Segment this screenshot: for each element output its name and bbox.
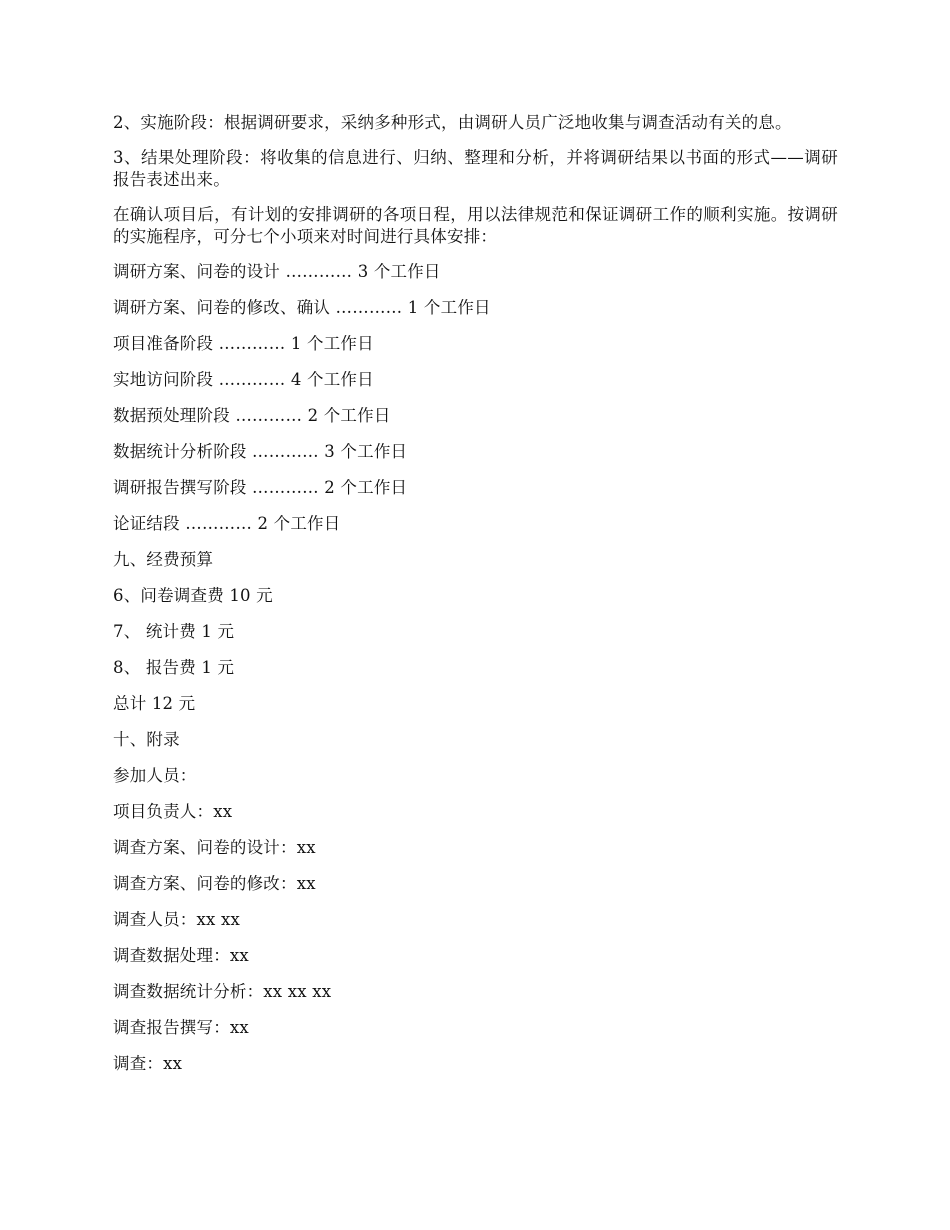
budget-section: [113, 549, 838, 729]
appendix-item: 参加人员：: [113, 766, 197, 785]
schedule-item: 调研方案、问卷的设计 ………… 3 个工作日: [113, 262, 441, 281]
schedule-item: 数据预处理阶段 ………… 2 个工作日: [113, 406, 391, 425]
appendix-item: 调查人员：xx xx: [113, 910, 240, 929]
appendix-item: 项目负责人：xx: [113, 802, 233, 821]
appendix-item: 调查方案、问卷的修改：xx: [113, 874, 316, 893]
appendix-heading: 十、附录: [113, 730, 180, 749]
schedule-item: 实地访问阶段 ………… 4 个工作日: [113, 370, 374, 389]
schedule-list: [113, 261, 838, 549]
schedule-item: 调研报告撰写阶段 ………… 2 个工作日: [113, 478, 408, 497]
schedule-item: 项目准备阶段 ………… 1 个工作日: [113, 334, 374, 353]
appendix-item: 调查：xx: [113, 1054, 183, 1073]
budget-item: 7、 统计费 1 元: [113, 622, 235, 641]
schedule-item: 数据统计分析阶段 ………… 3 个工作日: [113, 442, 408, 461]
schedule-item: 论证结段 ………… 2 个工作日: [113, 514, 341, 533]
budget-item: 6、问卷调查费 10 元: [113, 586, 273, 605]
appendix-item: 调查数据统计分析：xx xx xx: [113, 982, 332, 1001]
appendix-section: [113, 729, 838, 1089]
budget-item: 8、 报告费 1 元: [113, 658, 235, 677]
appendix-item: 调查报告撰写：xx: [113, 1018, 249, 1037]
appendix-item: 调查方案、问卷的设计：xx: [113, 838, 316, 857]
paragraph-schedule-intro: 在确认项目后，有计划的安排调研的各项日程，用以法律规范和保证调研工作的顺利实施。按调研的实施程序，可分七个小项来对时间进行具体安排：: [113, 205, 838, 246]
schedule-item: 调研方案、问卷的修改、确认 ………… 1 个工作日: [113, 298, 491, 317]
budget-heading: 九、经费预算: [113, 550, 214, 569]
paragraph-implementation-stage: 2、实施阶段：根据调研要求，采纳多种形式，由调研人员广泛地收集与调查活动有关的息。: [113, 113, 792, 132]
budget-total: 总计 12 元: [113, 694, 196, 713]
paragraph-result-processing-stage: 3、结果处理阶段：将收集的信息进行、归纳、整理和分析，并将调研结果以书面的形式——调研报告表述出来。: [113, 148, 838, 189]
document-page: [113, 112, 838, 1089]
appendix-item: 调查数据处理：xx: [113, 946, 249, 965]
